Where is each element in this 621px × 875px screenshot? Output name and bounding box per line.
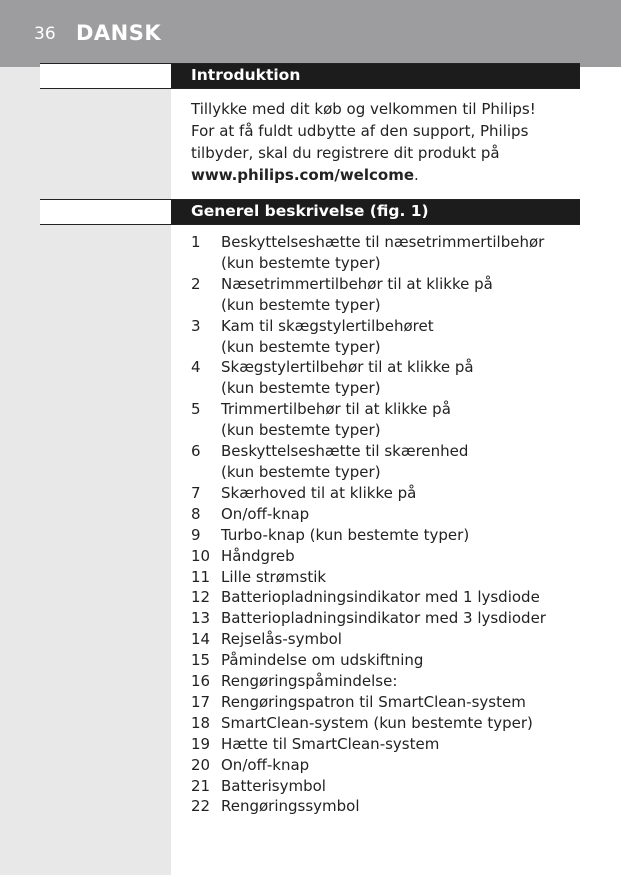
item-text: Skægstylertilbehør til at klikke på (kun bestemte typer) <box>221 358 474 398</box>
item-number: 2 <box>191 274 201 293</box>
item-text: Trimmertilbehør til at klikke på (kun bestemte typer) <box>221 400 451 440</box>
item-number: 17 <box>191 692 211 711</box>
parts-list <box>191 232 576 817</box>
list-item <box>191 755 576 776</box>
item-number: 3 <box>191 316 201 335</box>
list-item <box>191 629 576 650</box>
intro-line: Tillykke med dit køb og velkommen til Philips! <box>191 100 536 118</box>
philips-link[interactable]: www.philips.com/welcome <box>191 166 414 184</box>
section-title: Generel beskrivelse (fig. 1) <box>191 202 429 220</box>
page-header <box>0 0 621 67</box>
list-item <box>191 692 576 713</box>
item-text: On/off-knap <box>221 755 310 774</box>
item-text: Beskyttelseshætte til næsetrimmertilbehør (kun bestemte typer) <box>221 233 545 272</box>
list-item <box>191 357 576 399</box>
item-text: Turbo-knap (kun bestemte typer) <box>221 525 470 544</box>
item-text: Batteriopladningsindikator med 1 lysdiode <box>221 588 540 607</box>
item-number: 12 <box>191 588 211 607</box>
item-number: 21 <box>191 776 211 795</box>
list-item <box>191 483 576 504</box>
item-text: Næsetrimmertilbehør til at klikke på (kun bestemte typer) <box>221 274 493 314</box>
item-text: Batterisymbol <box>221 776 326 795</box>
left-margin-column <box>0 67 171 875</box>
list-item <box>191 713 576 734</box>
item-text: Rengøringssymbol <box>221 797 360 816</box>
item-number: 7 <box>191 483 201 502</box>
list-item <box>191 546 576 567</box>
list-item <box>191 274 576 316</box>
item-number: 16 <box>191 672 211 691</box>
item-number: 13 <box>191 609 211 628</box>
item-text: On/off-knap <box>221 504 310 523</box>
list-item <box>191 776 576 797</box>
item-number: 1 <box>191 233 201 251</box>
item-text: Håndgreb <box>221 546 295 565</box>
list-item <box>191 608 576 629</box>
item-text: Skærhoved til at klikke på <box>221 483 417 502</box>
item-text: Lille strømstik <box>221 567 327 586</box>
list-item <box>191 504 576 525</box>
item-text: Rejselås-symbol <box>221 630 342 649</box>
item-text: Kam til skægstylertilbehøret (kun bestemte typer) <box>221 316 434 356</box>
list-item <box>191 587 576 608</box>
list-item <box>191 525 576 546</box>
section-header-intro <box>40 63 580 89</box>
item-text: Påmindelse om udskiftning <box>221 651 424 670</box>
item-number: 6 <box>191 442 201 461</box>
list-item <box>191 316 576 358</box>
item-text: Beskyttelseshætte til skærenhed (kun bestemte typer) <box>221 442 469 481</box>
list-item <box>191 399 576 441</box>
item-number: 11 <box>191 567 211 586</box>
item-number: 4 <box>191 358 201 377</box>
item-text: SmartClean-system (kun bestemte typer) <box>221 713 533 732</box>
intro-text: For at få fuldt udbytte af den support, Philips tilbyder, skal du registrere dit produkt på www.philips.com/welcome. <box>191 122 529 184</box>
item-text: Hætte til SmartClean-system <box>221 734 440 753</box>
item-number: 15 <box>191 651 211 670</box>
intro-paragraph <box>191 98 576 186</box>
list-item <box>191 567 576 588</box>
page-number: 36 <box>34 24 56 44</box>
item-number: 10 <box>191 546 211 565</box>
item-text: Rengøringspåmindelse: <box>221 672 398 691</box>
language-title: DANSK <box>76 21 162 45</box>
item-number: 18 <box>191 713 211 732</box>
item-number: 20 <box>191 755 211 774</box>
item-text: Rengøringspatron til SmartClean-system <box>221 692 526 711</box>
item-text: Batteriopladningsindikator med 3 lysdioder <box>221 609 546 628</box>
list-item <box>191 796 576 817</box>
list-item <box>191 671 576 692</box>
section-title: Introduktion <box>191 66 301 84</box>
item-number: 9 <box>191 525 201 544</box>
section-header-description <box>40 199 580 225</box>
list-item <box>191 734 576 755</box>
item-number: 22 <box>191 797 211 816</box>
list-item <box>191 650 576 671</box>
list-item <box>191 441 576 483</box>
list-item <box>191 232 576 274</box>
item-number: 5 <box>191 400 201 419</box>
item-number: 8 <box>191 504 201 523</box>
item-number: 14 <box>191 630 211 649</box>
item-number: 19 <box>191 734 211 753</box>
